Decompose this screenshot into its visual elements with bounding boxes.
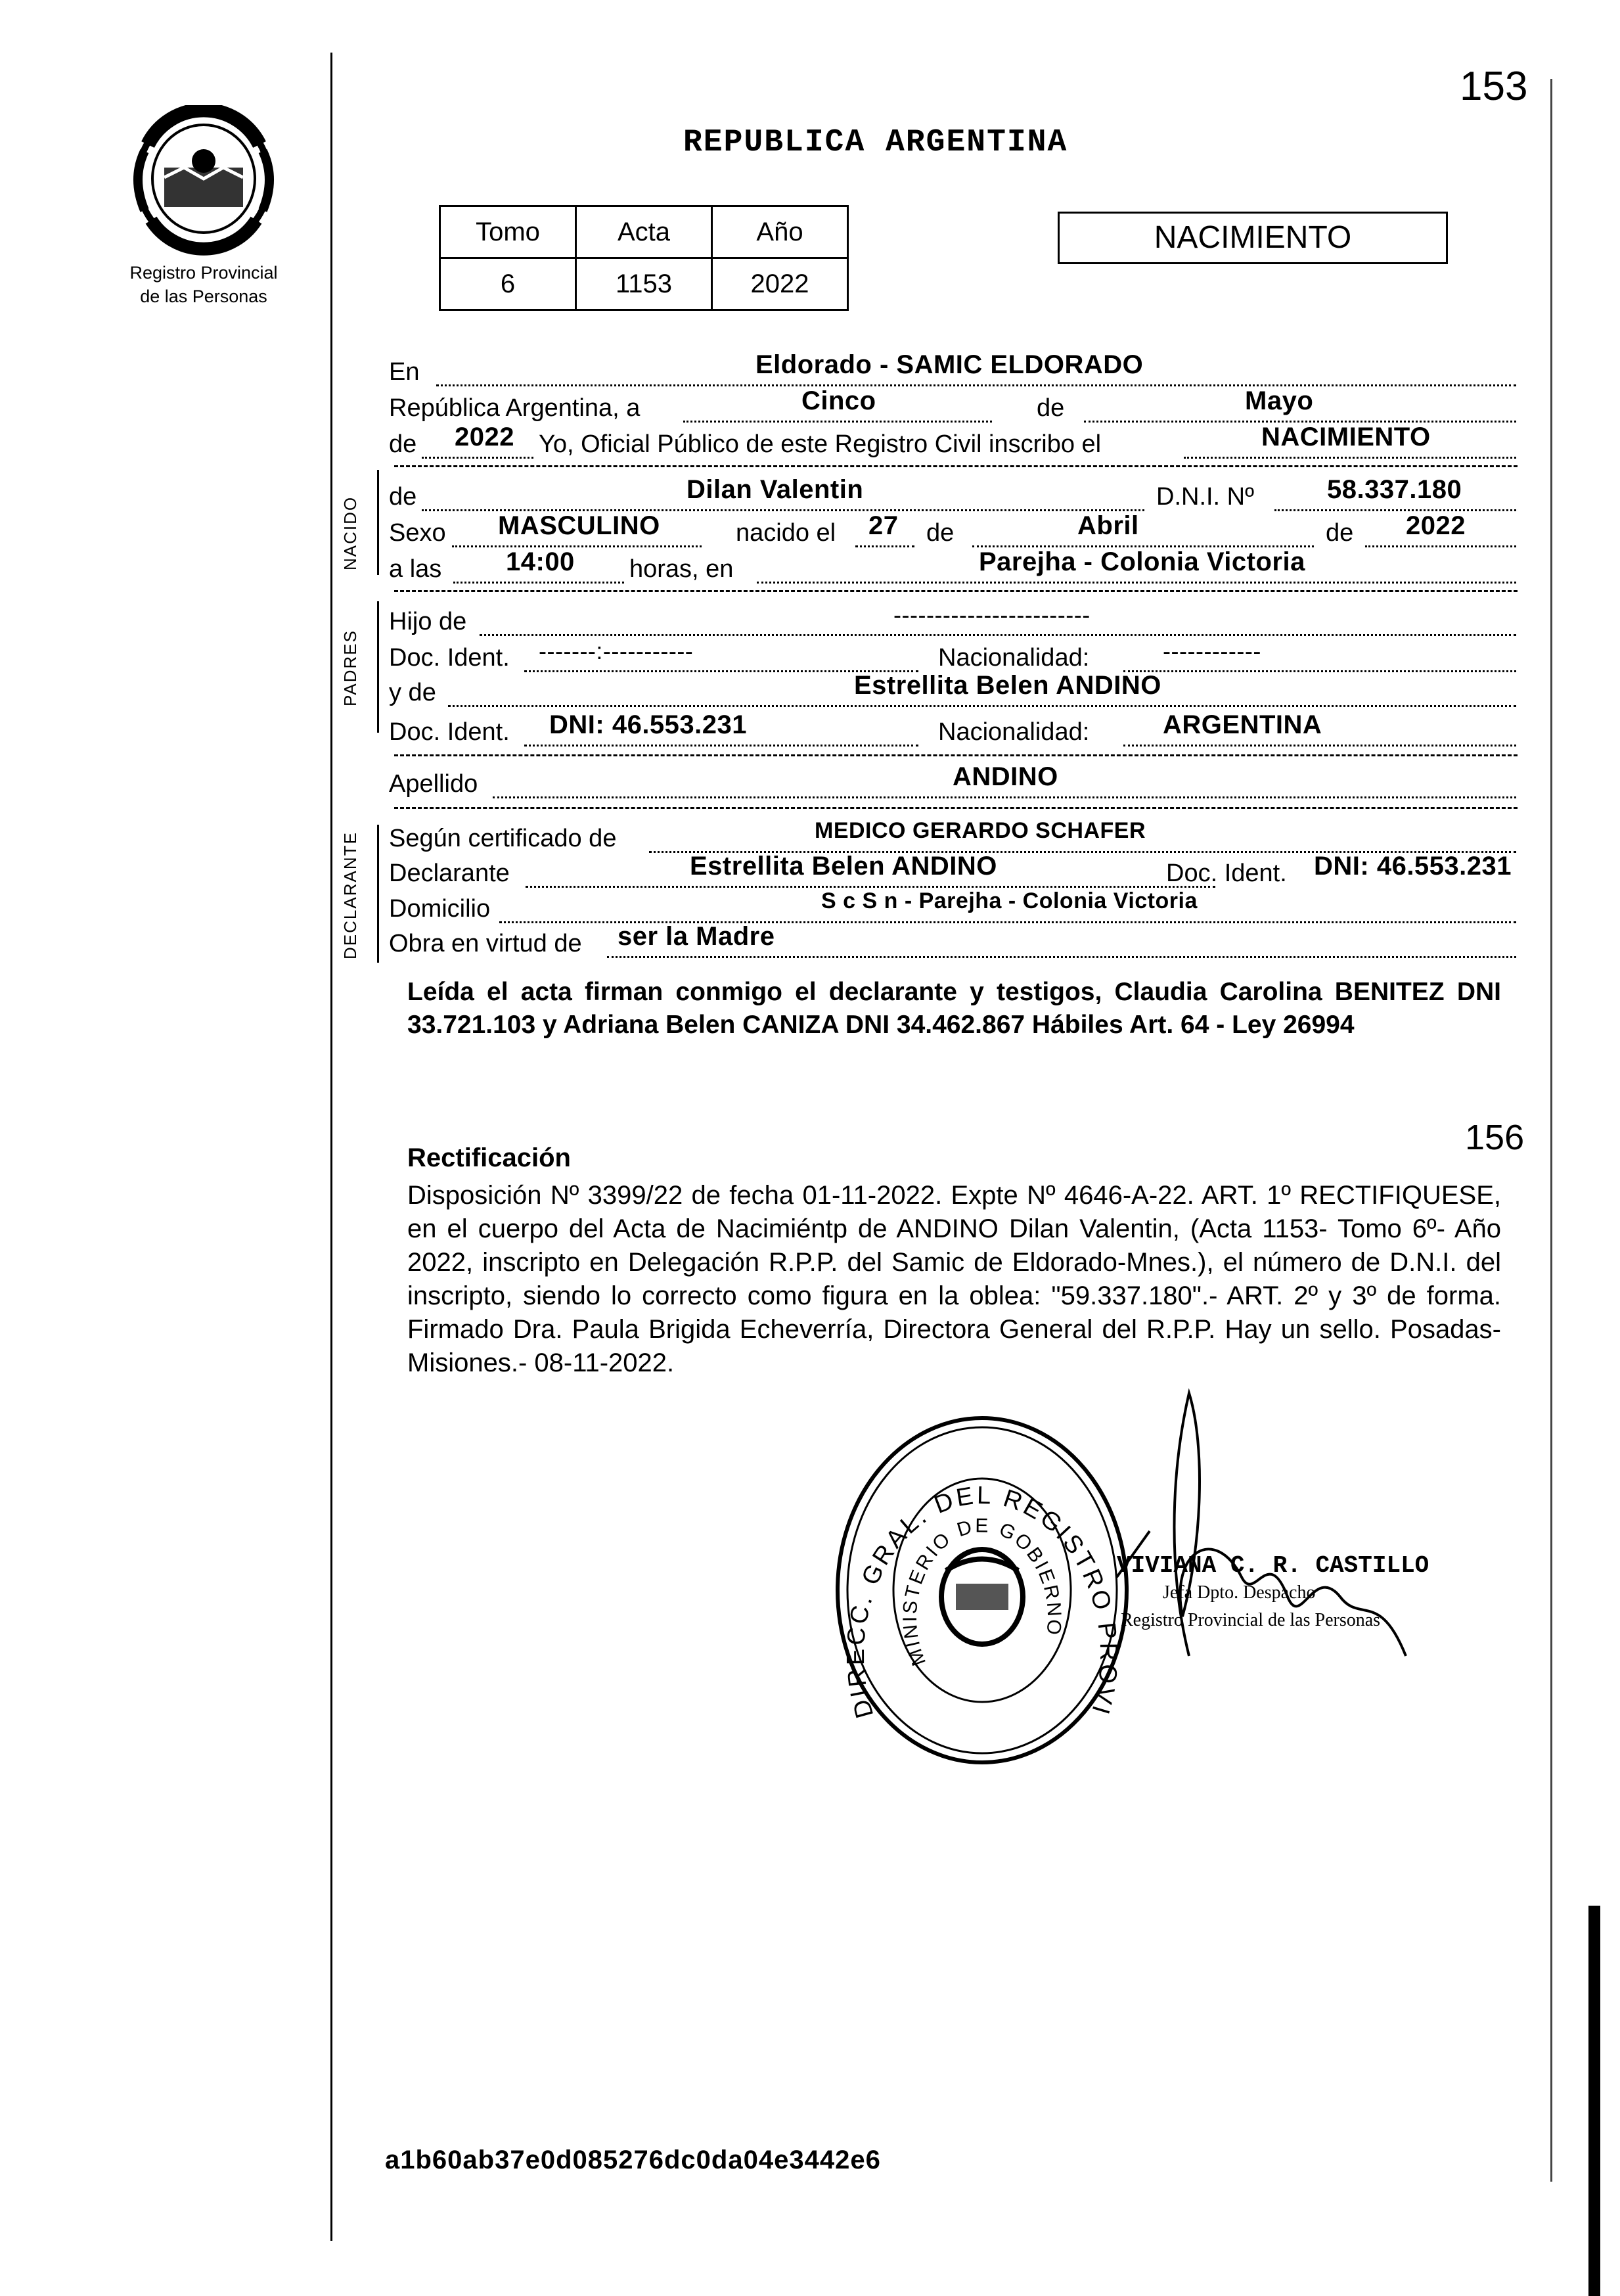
- doc1-value: -------:-----------: [539, 637, 694, 664]
- y-de-label: y de: [389, 679, 436, 706]
- republica-label: República Argentina, a: [389, 394, 641, 422]
- row-hijo-de: [388, 601, 1516, 641]
- row-doc2: [388, 710, 1516, 751]
- document-hash: a1b60ab37e0d085276dc0da04e3442e6: [385, 2146, 881, 2174]
- certificado-value: MEDICO GERARDO SCHAFER: [815, 818, 1146, 843]
- row-declarante: [388, 852, 1516, 892]
- signature-role: Jefa Dpto. Despacho: [1163, 1582, 1316, 1603]
- signature-office: Registro Provincial de las Personas: [1121, 1610, 1381, 1630]
- logo-caption-1: Registro Provincial: [129, 263, 278, 283]
- y-de-value: Estrellita Belen ANDINO: [854, 671, 1161, 700]
- declarante-value: Estrellita Belen ANDINO: [690, 852, 997, 881]
- nac-dia-value: 27: [868, 511, 899, 540]
- logo-caption-2: de las Personas: [140, 287, 267, 306]
- domicilio-label: Domicilio: [389, 895, 491, 923]
- nacido-el-label: nacido el: [736, 519, 836, 547]
- registry-logo: [118, 105, 289, 307]
- right-margin-line: [1550, 79, 1552, 2182]
- row-hora: [388, 547, 1516, 588]
- hijo-de-label: Hijo de: [389, 608, 467, 635]
- right-edge-bar: [1588, 1906, 1600, 2296]
- lugar-value: Parejha - Colonia Victoria: [979, 547, 1305, 576]
- en-value: Eldorado - SAMIC ELDORADO: [755, 350, 1144, 379]
- header-tomo: Tomo: [440, 206, 576, 258]
- sexo-label: Sexo: [389, 519, 446, 547]
- inscribo-value: NACIMIENTO: [1261, 423, 1431, 451]
- horas-en-label: horas, en: [629, 555, 734, 583]
- handwritten-signature: [1091, 1380, 1432, 1686]
- signature-name: VIVIANA C. R. CASTILLO: [1117, 1552, 1429, 1579]
- row-inscribo: [388, 423, 1516, 463]
- dia-value: Cinco: [801, 386, 876, 415]
- nac-de2-label: de: [1326, 519, 1354, 547]
- divider-3: [394, 754, 1518, 756]
- divider-2: [394, 590, 1518, 592]
- nacido-bracket: [377, 470, 379, 575]
- rectification-body: Disposición Nº 3399/22 de fecha 01-11-2022. Expte Nº 4646-A-22. ART. 1º RECTIFIQUESE, en el cuerpo del Acta de Nacimiéntp de ANDINO Dilan Valentin, (Acta 1153- Tomo 6º- Año 2022, inscripto en Delegación R.P.P. del Samic de Eldorado-Mnes.), el número de D.N.I. del inscripto, siendo lo correcto como figura en la oblea: "59.337.180".- ART. 2º y 3º de forma. Firmado Dra. Paula Brigida Echeverría, Directora General del R.P.P. Hay un sello. Posadas- Misiones.- 08-11-2022.: [407, 1181, 1501, 1377]
- value-acta: 1153: [576, 258, 712, 310]
- record-type-box: NACIMIENTO: [1058, 212, 1448, 264]
- sexo-value: MASCULINO: [498, 511, 660, 540]
- domicilio-value: S c S n - Parejha - Colonia Victoria: [821, 888, 1198, 913]
- svg-text:DIRECC. GRAL. DEL REGISTRO PRO: [828, 1406, 1122, 1721]
- padres-side-label: PADRES: [340, 630, 360, 706]
- divider-1: [394, 465, 1518, 467]
- declarante-bracket: [377, 825, 379, 963]
- apellido-value: ANDINO: [953, 762, 1058, 791]
- row-domicilio: [388, 888, 1516, 928]
- doc3-label: Doc. Ident.: [1166, 860, 1287, 887]
- seal-outer-text: DIRECC. GRAL. DEL REGISTRO PROVI: [842, 1481, 1123, 1722]
- header-anio: Año: [712, 206, 848, 258]
- record-table: [439, 205, 849, 311]
- obra-label: Obra en virtud de: [389, 930, 582, 957]
- a-las-label: a las: [389, 555, 442, 583]
- doc2-label: Doc. Ident.: [389, 718, 510, 746]
- dni-value: 58.337.180: [1327, 475, 1462, 504]
- mes-value: Mayo: [1245, 386, 1314, 415]
- row-obra: [388, 922, 1516, 963]
- nac-mes-dots: [972, 519, 1314, 547]
- declarante-label: Declarante: [389, 860, 510, 887]
- doc3-value: DNI: 46.553.231: [1314, 852, 1512, 881]
- page-number: 153: [1460, 64, 1528, 109]
- row-y-de: [388, 671, 1516, 712]
- nac1-label: Nacionalidad:: [938, 644, 1090, 672]
- divider-4: [394, 807, 1518, 809]
- province-crest-icon: [118, 105, 289, 256]
- nac2-value: ARGENTINA: [1163, 710, 1322, 739]
- signature-scribble-icon: [1091, 1380, 1432, 1682]
- inscribo-label: Yo, Oficial Público de este Registro Civil inscribo el: [539, 430, 1102, 458]
- doc1-label: Doc. Ident.: [389, 644, 510, 672]
- nac-de-label: de: [926, 519, 955, 547]
- nac2-label: Nacionalidad:: [938, 718, 1090, 746]
- rectification-number: 156: [1465, 1118, 1525, 1157]
- padres-bracket: [377, 601, 379, 733]
- closing-text: Leída el acta firman conmigo el declarante y testigos, Claudia Carolina BENITEZ DNI 33.721.103 y Adriana Belen CANIZA DNI 34.462.867 Hábiles Art. 64 - Ley 26994: [407, 978, 1501, 1039]
- dni-label: D.N.I. Nº: [1156, 483, 1254, 511]
- apellido-label: Apellido: [389, 770, 478, 798]
- value-anio: 2022: [712, 258, 848, 310]
- declarante-side-label: DECLARANTE: [340, 831, 360, 959]
- header-acta: Acta: [576, 206, 712, 258]
- certificado-label: Según certificado de: [389, 825, 617, 852]
- row-en: [388, 350, 1516, 391]
- left-margin-line: [330, 53, 332, 2241]
- doc2-value: DNI: 46.553.231: [549, 710, 748, 739]
- row-apellido: [388, 762, 1516, 803]
- hijo-de-value: ------------------------: [893, 601, 1091, 628]
- rectification-title: Rectificación: [407, 1143, 571, 1172]
- nacido-side-label: NACIDO: [340, 495, 360, 570]
- value-tomo: 6: [440, 258, 576, 310]
- en-label: En: [389, 358, 420, 386]
- hora-value: 14:00: [506, 547, 575, 576]
- anio-value: 2022: [455, 423, 514, 451]
- nac-mes-value: Abril: [1077, 511, 1139, 540]
- nombre-label: de: [389, 483, 417, 511]
- nac1-value: ------------: [1163, 637, 1261, 664]
- seal-inner-text: MINISTERIO DE GOBIERNO: [899, 1515, 1066, 1669]
- document-title: REPUBLICA ARGENTINA: [683, 125, 1068, 160]
- nombre-value: Dilan Valentin: [686, 475, 864, 504]
- de-label: de: [1037, 394, 1065, 422]
- nac-anio-value: 2022: [1406, 511, 1466, 540]
- de2-label: de: [389, 430, 417, 458]
- obra-value: ser la Madre: [618, 922, 775, 951]
